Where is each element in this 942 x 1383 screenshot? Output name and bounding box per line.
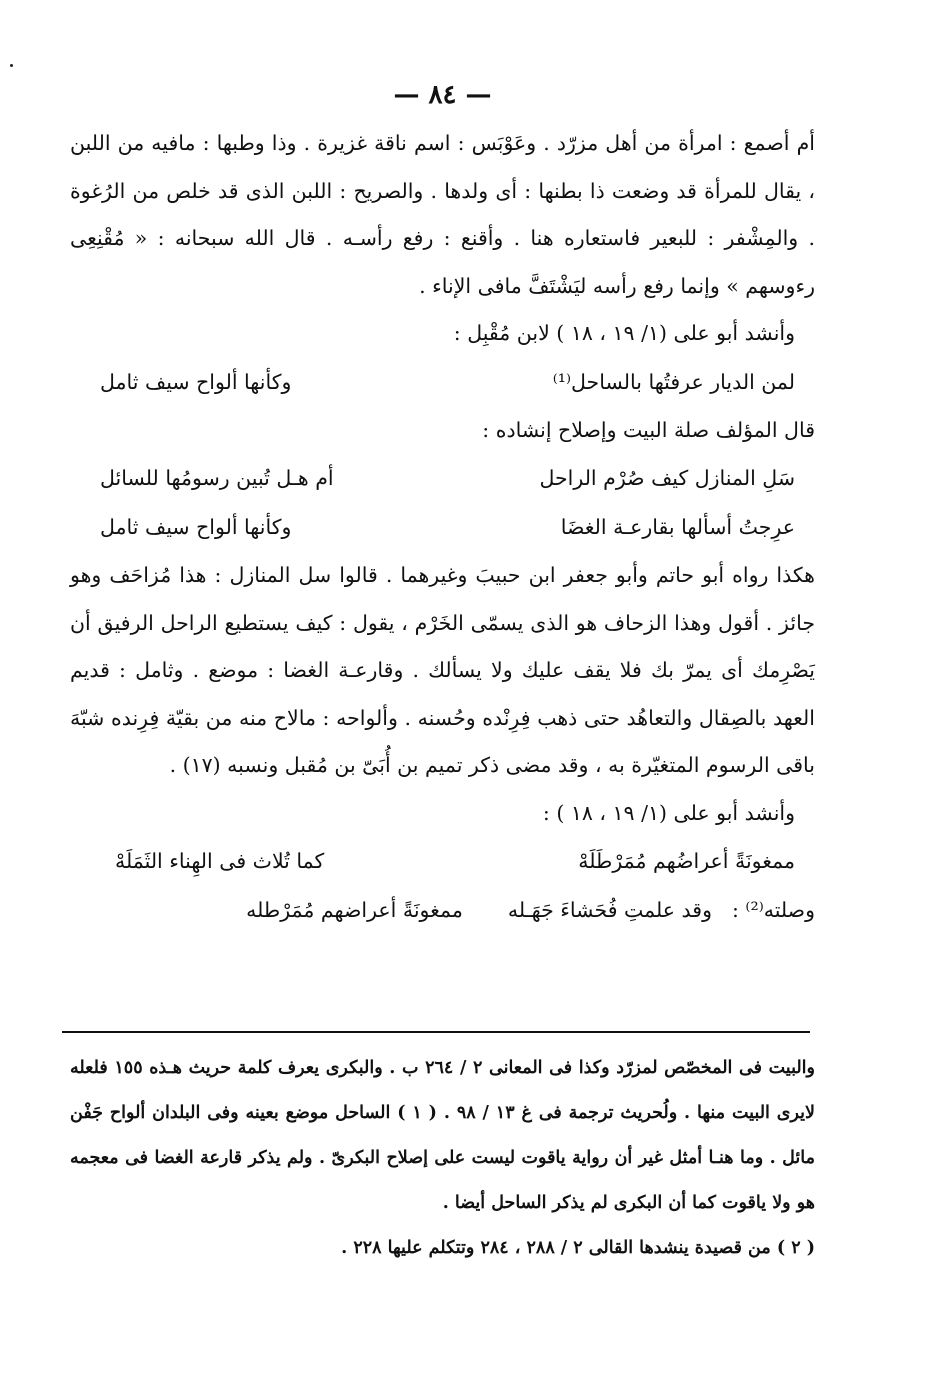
- footnote-divider: [62, 1031, 810, 1033]
- verse-hemistich-first: عرِجتُ أسألها بقارعـة الغضَا: [560, 515, 795, 539]
- paragraph-citation-1: وأنشد أبو على (١/ ١٩ ، ١٨ ) لابن مُقْبِل :: [453, 321, 795, 345]
- verse-hemistich-first: سَلِ المنازل كيف صُرْم الراحل: [539, 466, 795, 490]
- verse-line-2: [70, 454, 815, 503]
- footnotes: [70, 1046, 815, 1271]
- scan-speck: [10, 64, 13, 67]
- verse-line-1: [70, 358, 815, 407]
- footnote-2: ( ٢ ) من قصيدة ينشدها القالى ٢ / ٢٨٨ ، ٢٨٤ وتتكلم عليها ٢٢٨ .: [341, 1238, 815, 1258]
- page-number: — ٨٤ —: [393, 80, 492, 110]
- paragraph-glossary: أم أصمع : امرأة من أهل مزرّد . وعَوْبَس : اسم ناقة غزيرة . وذا وطبها : مافيه من اللبن ، يقال للمرأة قد وضعت ذا بطنها : أى ولدها . والصريح : اللبن الذى قد خلص من الرُغوة . والمِشْفر : للبعير فاستعاره هنا . وأقنع : رفع رأسـه . قال الله سبحانه : « مُقْنِعِى رءوسهم » وإنما رفع رأسه ليَشْتَفَّ مافى الإناء .: [70, 131, 815, 298]
- paragraph-author-note: قال المؤلف صلة البيت وإصلاح إنشاده :: [482, 417, 815, 442]
- verse-lead-label: وصلته⁽²⁾ :: [732, 898, 815, 922]
- verse-hemistich-second: أم هـل تُبين رسومُها للسائل: [100, 466, 334, 490]
- footnote-1: والبيت فى المخصّص لمزرّد وكذا فى المعانى ٢ / ٢٦٤ ب . والبكرى يعرف كلمة حريث هـذه ١٥٥ فلعله لايرى البيت منها . ولُحريث ترجمة فى غ ١٣ / ٩٨ . ( ١ ) الساحل موضع بعينه وفى البلدان ألواح جَفْن مائل . وما هنـا أمثل غير أن رواية ياقوت ليست على إصلاح البكرىّ . ولم يذكر قارعة الغضا فى معجمه هو ولا ياقوت كما أن البكرى لم يذكر الساحل أيضا .: [70, 1058, 816, 1213]
- verse-line-5: [70, 886, 815, 935]
- verse-line-4: [70, 837, 815, 886]
- page-body: [70, 80, 815, 935]
- verse-hemistich-second: وكأنها ألواح سيف ثامل: [100, 369, 292, 394]
- verse-hemistich-second: كما تُلاث فى الهِناء الثَمَلَهْ: [115, 849, 325, 873]
- verse-line-3: [70, 503, 815, 552]
- verse-hemistich-first: لمن الديار عرفتُها بالساحل⁽¹⁾: [552, 369, 795, 394]
- paragraph-commentary: هكذا رواه أبو حاتم وأبو جعفر ابن حبيبَ وغيرهما . قالوا سل المنازل : هذا مُزاحَف وهو جائز . أقول وهذا الزحاف هو الذى يسمّى الخَرْم ، يقول : كيف يستطيع الراحل الرفيق أن يَصْرِمك أى يمرّ بك فلا يقف عليك ولا يسألك . وقارعـة الغضا : موضع . وثامل : قديم العهد بالصِقال والتعاهُد حتى ذهب فِرِنْده وحُسنه . وألواحه : مالاح منه من بقيّة فِرِنده شبّهَ باقى الرسوم المتغيّرة به ، وقد مضى ذكر تميم بن أُبَىّ بن مُقبل ونسبه (١٧) .: [70, 563, 815, 777]
- verse-hemistich-first: ممغونَةً أعراضُهم مُمَرْطَلَهْ: [578, 849, 795, 873]
- paragraph-citation-2: وأنشد أبو على (١/ ١٩ ، ١٨ ) :: [542, 800, 795, 825]
- verse-hemistich-second: وكأنها ألواح سيف ثامل: [100, 515, 292, 539]
- verse-hemistich-first: وقد علمتِ فُحَشاءَ جَهَـله: [507, 898, 712, 922]
- verse-hemistich-second: ممغونَةً أعراضهم مُمَرْطله: [246, 898, 463, 922]
